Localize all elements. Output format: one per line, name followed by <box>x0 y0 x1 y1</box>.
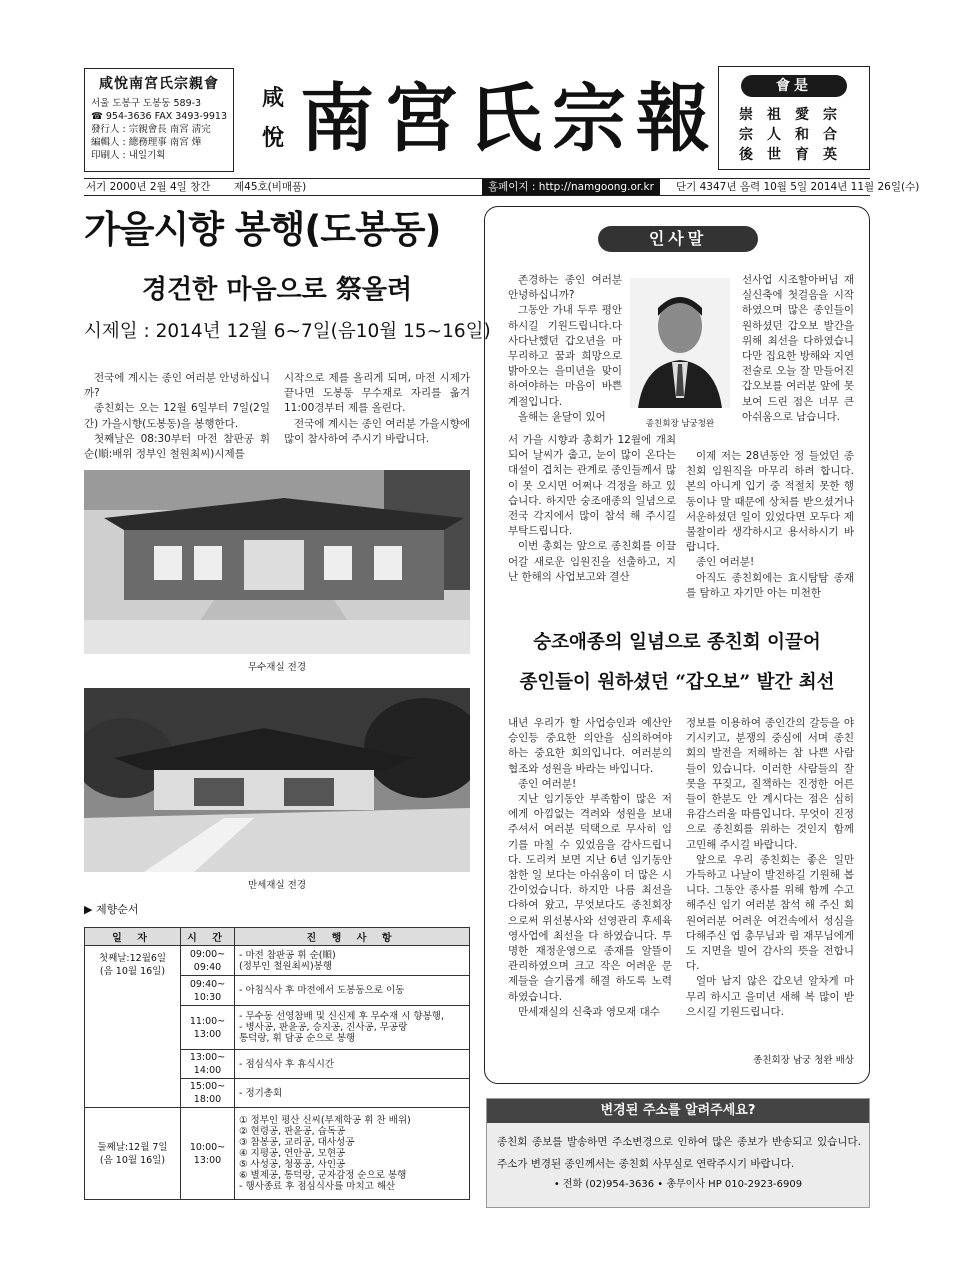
paragraph: 정보를 이용하여 종인간의 갈등을 야기시키고, 분쟁의 중심에 서며 종친회의 발전을 저해하는 참 나쁜 사람들이 있습니다. 이러한 사람들의 잘못을 꾸짖고, 질책하는 진정한 어른들이 한분도 안 계시다는 점은 심히 유감스러울 따름입니다. 무엇이 진정으로 종친회를 위하는 것인지 함께 고민해 주시길 바랍니다. <box>686 717 854 851</box>
header-time: 시 간 <box>181 928 235 946</box>
motto-line: 後世育英 <box>739 147 851 163</box>
table-row <box>85 946 470 976</box>
desc-cell: - 정기총회 <box>235 1079 470 1108</box>
motto-line: 崇祖愛宗 <box>739 107 851 123</box>
time-cell: 10:00~ 13:00 <box>181 1108 235 1200</box>
paragraph: 서 가을 시향과 총회가 12월에 개최되어 날씨가 춥고, 눈이 많이 온다는 대설이 겹치는 관계로 종인들께서 많이 못 오시면 어쩌나 걱정을 하고 있습니다. 하지만 숭조애종의 일념으로 전국 각지에서 많이 참석 해 주시길 부탁드립니다. <box>508 434 676 538</box>
publisher-info-box <box>84 68 234 172</box>
notice-head: 변경된 주소를 알려주세요? <box>487 1099 869 1123</box>
notice-body: 종친회 종보를 발송하면 주소변경으로 인하여 많은 종보가 반송되고 있습니다. 주소가 변경된 종인께서는 종친회 사무실로 연락주시기 바랍니다. <box>497 1136 861 1170</box>
signature: 종친회장 남궁 청완 배상 <box>753 1055 854 1066</box>
schedule-label: ▶ 제향순서 <box>84 903 139 916</box>
desc-cell: - 점심식사 후 휴식시간 <box>235 1050 470 1079</box>
day2-cell: 둘째날:12월 7일 (음 10월 16일) <box>85 1108 181 1200</box>
desc-cell: - 무수동 선영참배 및 신신제 후 무수재 시 향봉행, - 병사공, 판윤공, 승지공, 진사공, 무공랑 통덕랑, 휘 담공 순으로 봉행 <box>235 1006 470 1050</box>
motto-line: 宗人和合 <box>739 127 851 143</box>
desc-cell: - 마전 참판공 휘 순(順) (정부인 철원최씨)봉행 <box>235 946 470 976</box>
info-bar <box>84 178 920 196</box>
headline: 가을시향 봉행(도봉동) <box>84 208 441 251</box>
greeting-column-2 <box>742 273 854 425</box>
subhead: 경건한 마음으로 祭올려 <box>141 275 413 305</box>
greeting-column-1 <box>508 273 622 425</box>
paragraph: 종인 여러분! <box>696 556 755 569</box>
portrait-photo <box>630 278 730 408</box>
phone: ☎ 954-3636 FAX 3493-9913 <box>91 111 228 122</box>
dateline: 시제일 : 2014년 12월 6~7일(음10월 15~16일) <box>84 321 491 342</box>
org-name: 咸悅南宮氏宗親會 <box>99 76 219 92</box>
desc-cell: - 아침식사 후 마전에서 도봉동으로 이동 <box>235 976 470 1006</box>
lead-column-2 <box>284 371 470 447</box>
musu-hall-photo <box>84 470 470 654</box>
greeting-column-1b <box>508 433 676 585</box>
title-prefix-2: 悅 <box>261 125 284 151</box>
homepage-link[interactable]: 홈페이지 : http://namgoong.or.kr <box>482 179 660 195</box>
paragraph: 이번 총회는 앞으로 종친회를 이끌어갈 새로운 임원진을 선출하고, 지난 한해의 사업보고와 결산 <box>508 540 676 583</box>
manse-hall-photo <box>84 688 470 872</box>
lead-column-1 <box>84 371 270 462</box>
paragraph: 첫째날은 08:30부터 마전 참판공 휘 순(順:배위 정부인 철원최씨)시제를 <box>84 432 270 461</box>
paragraph: 올해는 윤달이 있어 <box>518 410 606 423</box>
address: 서울 도봉구 도봉동 589-3 <box>91 98 202 109</box>
greeting-head: 인사말 <box>598 226 758 252</box>
schedule-table <box>84 927 470 1200</box>
day1-cell: 첫째날:12월6일 (음 10월 16일) <box>85 946 181 1108</box>
paragraph: 그동안 가내 두루 평안하시길 기원드립니다.다사다난했던 갑오년을 마무리하고 꿈과 희망으로 밝아오는 을미년을 맞이하여야하는 마음이 바쁜 계절입니다. <box>508 304 622 408</box>
motto-head: 會是 <box>741 75 847 97</box>
header-date: 일 자 <box>85 928 181 946</box>
time-cell: 11:00~ 13:00 <box>181 1006 235 1050</box>
time-cell: 15:00~ 18:00 <box>181 1079 235 1108</box>
paragraph: 시작으로 제를 올리게 되며, 마전 시제가 끝나면 도봉동 무수재로 자리를 옮겨 11:00경부터 제를 올린다. <box>284 372 470 415</box>
printer: 印刷人 : 내일기획 <box>91 150 166 161</box>
table-header-row <box>85 928 470 946</box>
paragraph: 앞으로 우리 종친회는 좋은 일만 가득하고 나날이 발전하길 기원해 봅니다. 그동안 종사를 위해 함께 수고 해주신 임기 여러분 참석 해 주신 회원여러분 어려운 여건속에서 성심을 다해주신 엽 총무님과 림 재무님에게도 지면을 빌어 감사의 뜻을 전합니다. <box>686 853 854 973</box>
issue-number: 제45호(비매품) <box>234 181 307 193</box>
paragraph: 선사업 시조할아버님 재실신축에 첫걸음을 시작하였으며 많은 종인들이 원하셨던 갑오보 발간을 위해 최선을 다하였습니다만 집요한 방해와 지연전술로 오늘 잘 만들어진 갑오보를 여러분 앞에 못보여 드린 점은 너무 큰 아쉬움으로 남습니다. <box>742 274 854 423</box>
paragraph: 만세재실의 신축과 영모재 대수 <box>518 1005 660 1018</box>
paragraph: 종인 여러분! <box>518 777 577 790</box>
photo1-caption: 무수재실 전경 <box>247 662 307 673</box>
portrait-caption: 종친회장 남궁청완 <box>645 419 715 429</box>
paragraph: 얼마 남지 않은 갑오년 알차게 마무리 하시고 을미년 새해 복 많이 받으시길 기원드립니다. <box>686 975 854 1018</box>
greeting-column-4 <box>686 716 854 1020</box>
paragraph: 존경하는 종인 여러분 안녕하십니까? <box>508 274 622 302</box>
paragraph: 종친회는 오는 12월 6일부터 7일(2일간) 가을시향(도봉동)을 봉행한다. <box>84 402 270 430</box>
greeting-column-3 <box>508 716 672 1020</box>
publisher: 發行人 : 宗親會長 南宮 淸完 <box>91 124 211 135</box>
paragraph: 내년 우리가 할 사업승인과 예산안 승인등 중요한 의안을 심의하여야 하는 중요한 회의입니다. 여러분의 협조와 성원을 바라는 바입니다. <box>508 717 672 775</box>
desc-cell: ① 정부인 평산 신씨(부제학공 휘 찬 배위) ② 현령공, 판윤공, 습독공 ③ 참봉공, 교리공, 대사성공 ④ 지평공, 연안공, 모현공 ⑤ 사성공, 청풍공, 사인공 ⑥ 별제공, 통덕랑, 군자감정 순으로 봉행 - 행사종료 후 점심식사를 마치고 해산 <box>235 1108 470 1200</box>
table-row <box>85 1108 470 1200</box>
founded-date: 서기 2000년 2월 4일 창간 <box>86 181 211 193</box>
greeting-subhead-1: 숭조애종의 일념으로 종친회 이끌어 <box>533 632 821 653</box>
address-notice <box>486 1098 870 1208</box>
motto-lines <box>729 105 861 165</box>
paragraph: 지난 임기동안 부족함이 많은 저에게 아낌없는 격려와 성원을 보내주셔서 여러분 덕택으로 무사히 임기를 마칠 수 있었음을 감사드립니다. 도리켜 보면 지난 6년 임기동안 참한 일 보다는 아쉬움이 더 많은 시간이었습니다. 하지만 나름 최선을 다하여 왔고, 무엇보다도 종친회장으로써 위선봉사와 선영관리 후세육영사업에 최선을 다 하였습니다. 투명한 재정운영으로 종재를 알뜰이 관리하였으며 크고 작은 어려운 문제들을 슬기롭게 해결 하도록 노력하였습니다. <box>508 793 672 1003</box>
photo2-caption: 만세재실 전경 <box>247 880 307 891</box>
notice-contact: • 전화 (02)954-3636 • 총무이사 HP 010-2923-6909 <box>553 1179 803 1190</box>
paragraph: 아직도 종친회에는 효시탐탐 종재를 탐하고 자기만 아는 미천한 <box>686 571 854 599</box>
paragraph: 전국에 계시는 종인 여러분 안녕하십니까? <box>84 372 270 400</box>
editor: 編輯人 : 總務理事 南宮 燁 <box>91 137 202 148</box>
title-prefix-1: 咸 <box>261 85 284 111</box>
issue-date: 단기 4347년 음력 10월 5일 2014년 11월 26일(수) <box>676 181 920 193</box>
time-cell: 09:00~ 09:40 <box>181 946 235 976</box>
newspaper-title: 南宮氏宗報 <box>300 76 720 162</box>
time-cell: 09:40~ 10:30 <box>181 976 235 1006</box>
header-desc: 진 행 사 항 <box>235 928 470 946</box>
motto-box <box>718 66 870 170</box>
paragraph: 이제 저는 28년동안 정 들었던 종친회 임원직을 마무리 하려 합니다. 본의 아니게 입기 중 적절치 못한 행동이나 말 때문에 상처를 받으셨거나 서운하셨던 일이 있었다면 모두다 제 불찰이라 생각하시고 용서하시기 바랍니다. <box>686 450 854 554</box>
paragraph: 전국에 계시는 종인 여러분 가을시향에 많이 참사하여 주시기 바랍니다. <box>284 417 470 445</box>
greeting-subhead-2: 종인들이 원하셨던 “갑오보” 발간 최선 <box>519 672 835 693</box>
greeting-column-2b <box>686 449 854 601</box>
title-prefix <box>258 78 288 158</box>
time-cell: 13:00~ 14:00 <box>181 1050 235 1079</box>
